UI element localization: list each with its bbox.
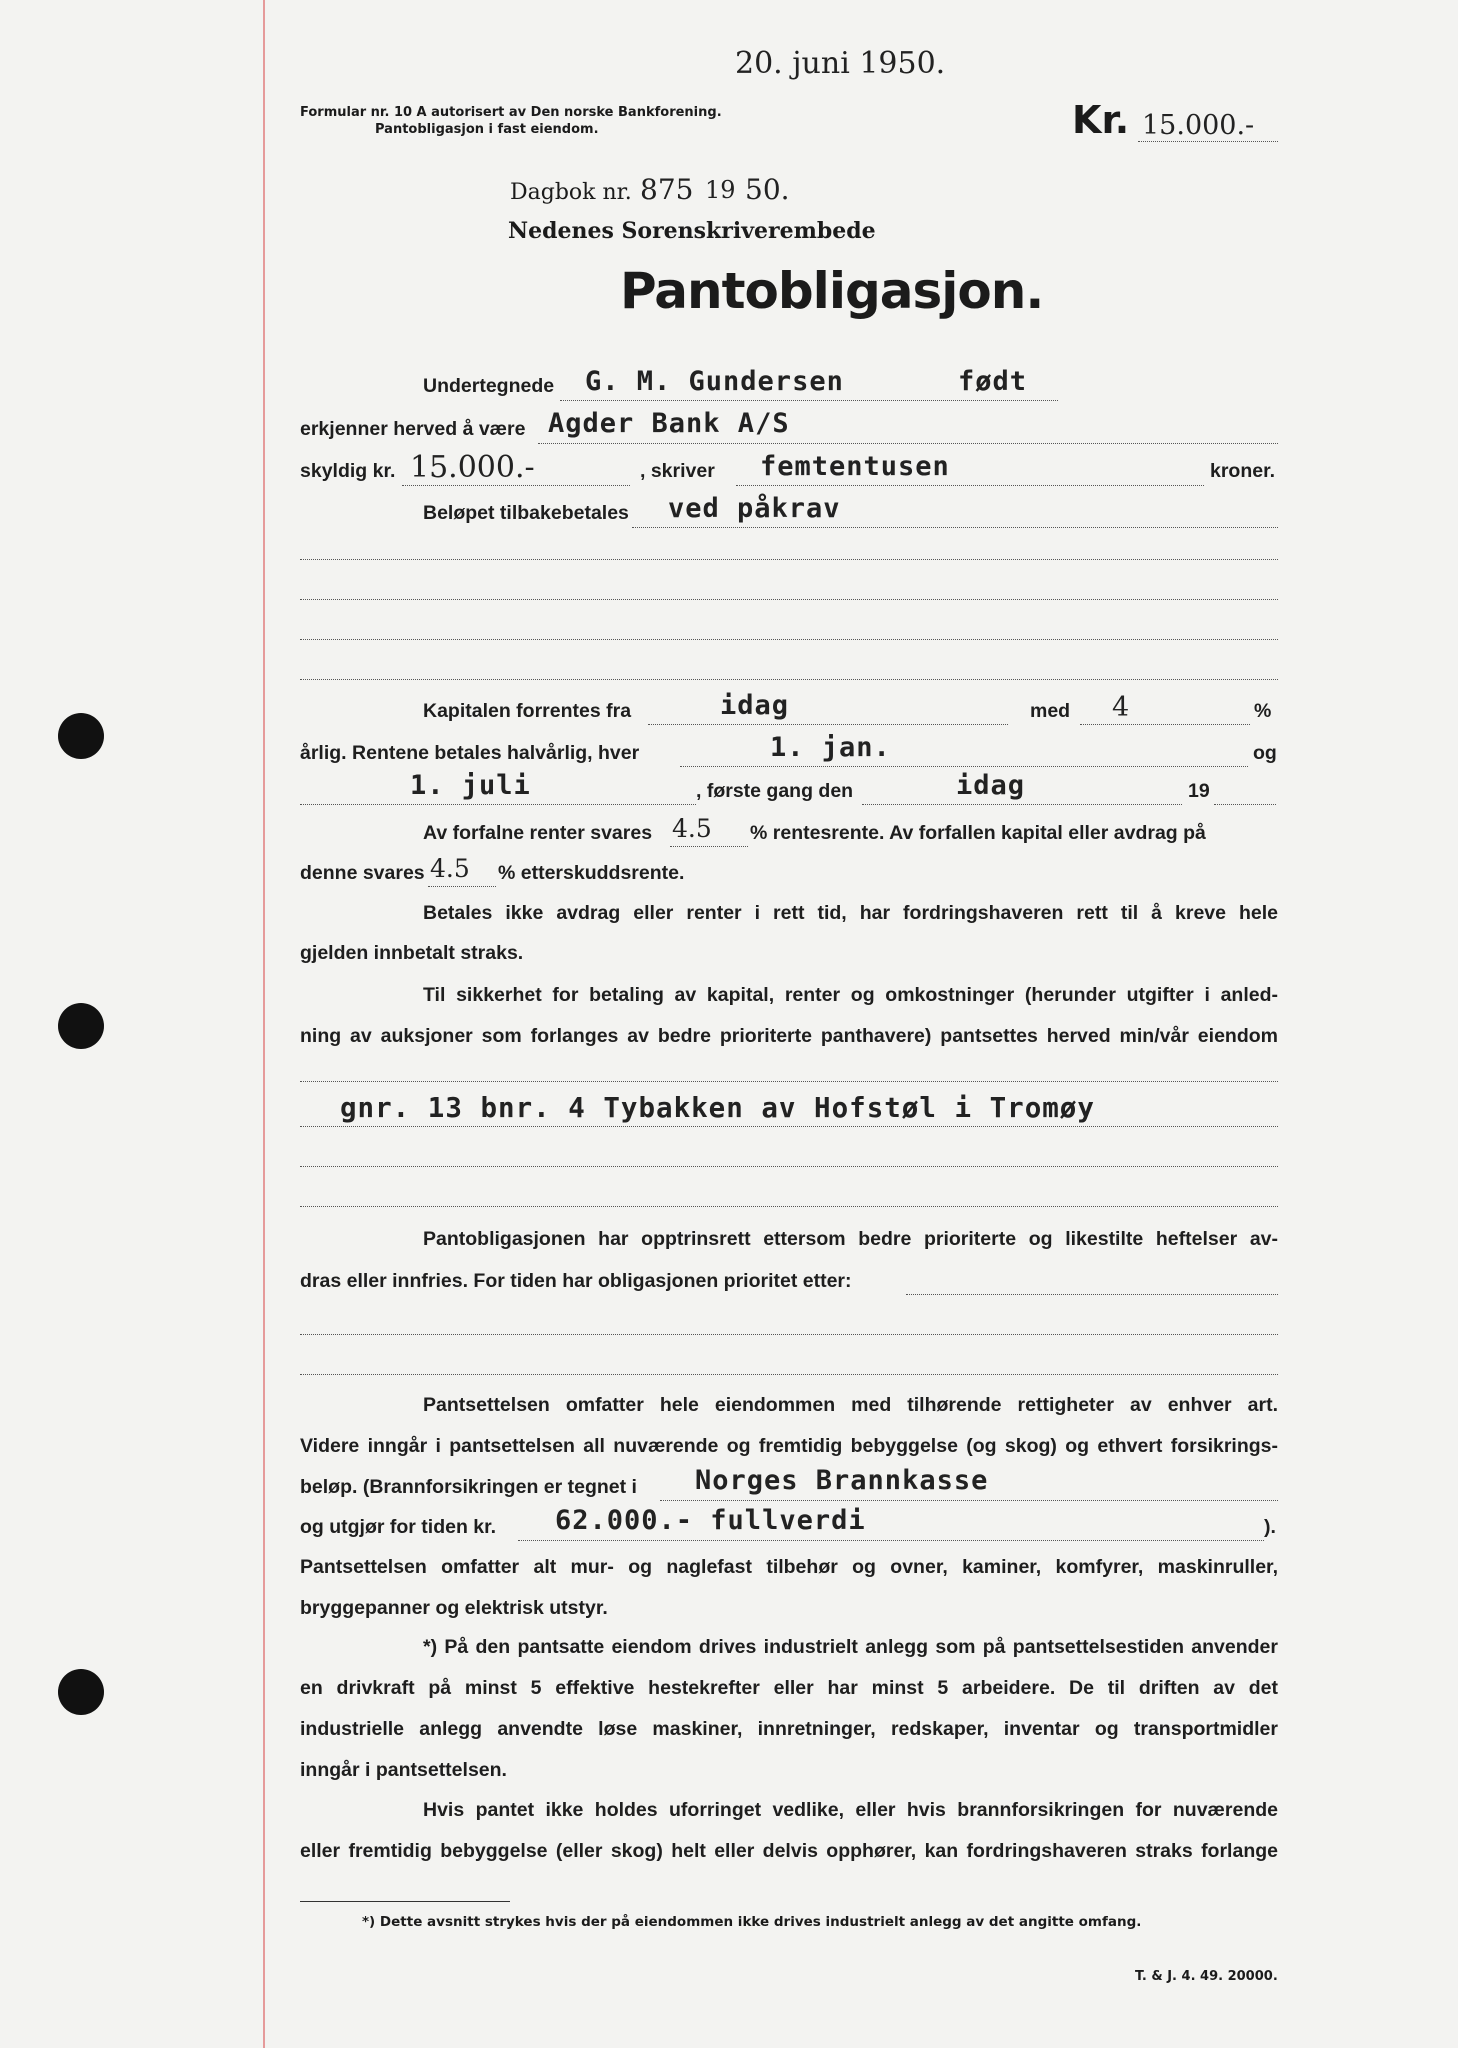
paragraph-line: Betales ikke avdrag eller renter i rett tid, har fordringshaveren rett til å kreve hele (423, 902, 1278, 924)
insured-value: 62.000.- fullverdi (555, 1505, 866, 1536)
paragraph-line: industrielle anlegg anvendte løse maskiner, innretninger, redskaper, inventar og transportmidler (300, 1718, 1278, 1740)
blank-line (300, 1206, 1278, 1207)
skriver-value: femtentusen (760, 451, 950, 482)
etter-rate-value: 4.5 (430, 854, 470, 883)
dagbok-label: Dagbok nr. (510, 180, 632, 205)
year-label: 19 (1188, 780, 1210, 802)
skyldig-value: 15.000.- (410, 450, 535, 485)
og-label: og (1253, 742, 1277, 764)
first-date-value: 1. jan. (770, 732, 891, 763)
printer-mark: T. & J. 4. 49. 20000. (1135, 1969, 1278, 1984)
second-date-line (300, 804, 696, 805)
forste-line (862, 804, 1182, 805)
second-date-value: 1. juli (410, 770, 531, 801)
skriver-label: , skriver (640, 460, 715, 482)
blank-line (300, 559, 1278, 560)
paragraph-line: en drivkraft på minst 5 effektive hestekrefter eller har minst 5 arbeidere. De til driften av det (300, 1677, 1278, 1699)
punch-hole (58, 1669, 104, 1715)
paragraph-line: Pantsettelsen omfatter hele eiendommen med tilhørende rettigheter av enhver art. (423, 1394, 1278, 1416)
paragraph-line: eller fremtidig bebyggelse (eller skog) helt eller delvis opphører, kan fordringshaveren straks forlange (300, 1840, 1278, 1862)
dagbok-year-suffix: 50. (745, 173, 790, 206)
paragraph-line: ning av auksjoner som forlanges av bedre prioriterte panthavere) pantsettes herved min/vår eiendom (300, 1025, 1278, 1047)
kapitalen-label: Kapitalen forrentes fra (423, 700, 632, 722)
rente-rate-value: 4.5 (672, 814, 712, 843)
kr-amount: 15.000.- (1142, 110, 1255, 141)
denne-label-a: denne svares (300, 862, 425, 884)
paragraph-line: gjelden innbetalt straks. (300, 942, 524, 964)
forste-value: idag (956, 770, 1026, 801)
first-date-line (680, 766, 1248, 767)
kapitalen-value: idag (720, 690, 790, 721)
blank-line (300, 639, 1278, 640)
undertegnede-line (560, 400, 1058, 401)
etter-rate-line (428, 886, 496, 887)
paragraph-line: og utgjør for tiden kr. (300, 1516, 497, 1538)
paragraph-line: inngår i pantsettelsen. (300, 1759, 507, 1781)
paragraph-line: Pantobligasjonen har opptrinsrett ettersom bedre prioriterte og likestilte heftelser av- (423, 1228, 1278, 1250)
creditor-line (538, 443, 1278, 444)
dagbok-year-prefix: 19 (705, 176, 736, 204)
property-value: gnr. 13 bnr. 4 Tybakken av Hofstøl i Tromøy (340, 1092, 1095, 1124)
erkjenner-label: erkjenner herved å være (300, 418, 526, 440)
insurer-value: Norges Brannkasse (695, 1465, 989, 1496)
kr-amount-line (1138, 141, 1278, 142)
paragraph-line: Videre inngår i pantsettelsen all nuværende og fremtidig bebyggelse (og skog) og ethvert forsikrings- (300, 1435, 1278, 1457)
year-line (1214, 804, 1276, 805)
paren-close: ). (1264, 1516, 1276, 1538)
undertegnede-value: G. M. Gundersen (585, 366, 844, 397)
forfalne-label-a: Av forfalne renter svares (423, 822, 653, 844)
insurer-line (660, 1500, 1278, 1501)
footnote: *) Dette avsnitt strykes hvis der på eiendommen ikke drives industrielt anlegg av det angitte omfang. (362, 1914, 1142, 1930)
fodt-label: født (958, 366, 1028, 397)
punch-hole (58, 1003, 104, 1049)
belopet-label: Beløpet tilbakebetales (423, 502, 629, 524)
paragraph-line: bryggepanner og elektrisk utstyr. (300, 1597, 608, 1619)
belopet-value: ved påkrav (668, 493, 841, 524)
skyldig-line (402, 485, 630, 486)
arlig-label: årlig. Rentene betales halvårlig, hver (300, 742, 640, 764)
office-stamp: Nedenes Sorenskriverembede (508, 218, 876, 244)
handwritten-date: 20. juni 1950. (735, 46, 946, 81)
blank-line (300, 599, 1278, 600)
rente-rate-line (670, 846, 748, 847)
denne-label-b: % etterskuddsrente. (498, 862, 685, 884)
rate-value: 4 (1112, 692, 1130, 723)
paragraph-line: dras eller innfries. For tiden har obligasjonen prioritet etter: (300, 1270, 852, 1292)
form-info-line-1: Formular nr. 10 A autorisert av Den norske Bankforening. (300, 105, 722, 120)
med-label: med (1030, 700, 1071, 722)
insured-value-line (518, 1540, 1264, 1541)
property-line (300, 1126, 1278, 1127)
paragraph-line: Pantsettelsen omfatter alt mur- og naglefast tilbehør og ovner, kaminer, komfyrer, maskinruller, (300, 1556, 1278, 1578)
blank-line (300, 679, 1278, 680)
percent-sign: % (1254, 700, 1272, 722)
belopet-line (632, 527, 1278, 528)
red-margin-line (263, 0, 265, 2048)
blank-line (300, 1374, 1278, 1375)
forfalne-label-b: % rentesrente. Av forfallen kapital eller avdrag på (750, 822, 1206, 844)
punch-hole (58, 713, 104, 759)
dagbok-number: 875 (640, 173, 694, 206)
creditor-value: Agder Bank A/S (548, 408, 790, 439)
paragraph-line: Til sikkerhet for betaling av kapital, renter og omkostninger (herunder utgifter i anled- (423, 984, 1278, 1006)
skyldig-label: skyldig kr. (300, 460, 396, 482)
prioritet-line (906, 1294, 1278, 1295)
skriver-line (736, 485, 1204, 486)
document-title: Pantobligasjon. (620, 262, 1044, 320)
paragraph-line: beløp. (Brannforsikringen er tegnet i (300, 1476, 637, 1498)
rate-line (1080, 724, 1250, 725)
kroner-label: kroner. (1210, 460, 1276, 482)
footnote-rule (300, 1901, 510, 1902)
undertegnede-label: Undertegnede (423, 375, 555, 397)
paragraph-line: Hvis pantet ikke holdes uforringet vedlike, eller hvis brannforsikringen for nuværende (423, 1799, 1278, 1821)
blank-line (300, 1334, 1278, 1335)
blank-line (300, 1081, 1278, 1082)
blank-line (300, 1166, 1278, 1167)
form-info-line-2: Pantobligasjon i fast eiendom. (375, 122, 599, 137)
kapitalen-line (648, 724, 1008, 725)
kr-label: Kr. (1072, 98, 1130, 142)
paragraph-line: *) På den pantsatte eiendom drives industrielt anlegg som på pantsettelsestiden anvender (423, 1636, 1278, 1658)
forste-label: , første gang den (696, 780, 854, 802)
